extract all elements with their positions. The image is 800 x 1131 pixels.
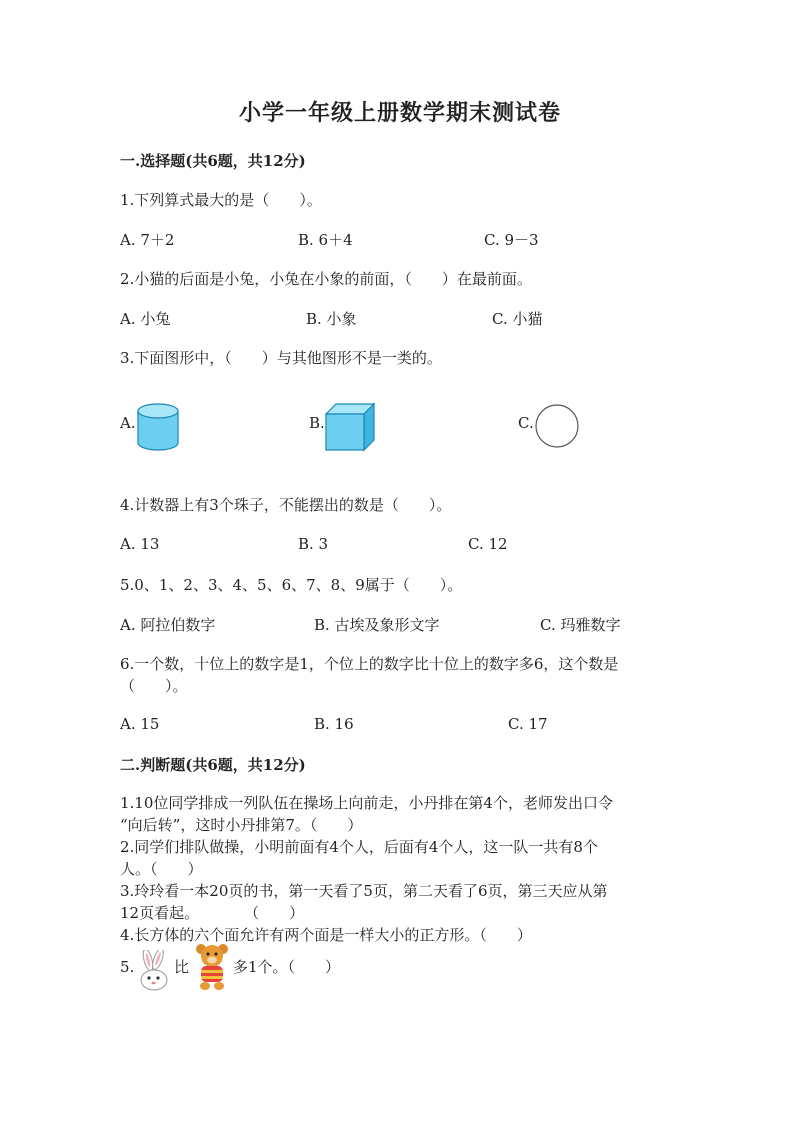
- judge-1-line2: “向后转”，这时小丹排第7。（ ）: [120, 816, 363, 834]
- judge-1-line1: 1.10位同学排成一列队伍在操场上向前走，小丹排在第4个，老师发出口令: [120, 794, 613, 812]
- q5-option-a: A. 阿拉伯数字: [120, 616, 216, 634]
- q2-option-b: B. 小象: [306, 310, 357, 328]
- section-heading-judge: 二.判断题(共6题，共12分): [120, 756, 306, 774]
- q1-option-b: B. 6＋4: [298, 231, 353, 249]
- q5-option-c: C. 玛雅数字: [540, 616, 621, 634]
- judge-3-line2: 12页看起。 （ ）: [120, 904, 305, 922]
- q2-option-a: A. 小兔: [120, 310, 171, 328]
- judge-2-line1: 2.同学们排队做操，小明前面有4个人，后面有4个人，这一队一共有8个: [120, 838, 598, 856]
- q3-option-a: A.: [120, 414, 136, 432]
- q3-option-c: C.: [518, 414, 534, 432]
- question-3: 3.下面图形中，（ ）与其他图形不是一类的。: [120, 349, 442, 367]
- q1-option-c: C. 9－3: [484, 231, 539, 249]
- question-4: 4.计数器上有3个珠子，不能摆出的数是（ ）。: [120, 496, 452, 514]
- q6-option-c: C. 17: [508, 715, 548, 733]
- question-6-line1: 6.一个数，十位上的数字是1，个位上的数字比十位上的数字多6，这个数是: [120, 655, 619, 673]
- q4-option-b: B. 3: [298, 535, 329, 553]
- section-heading-choice: 一.选择题(共6题，共12分): [120, 152, 306, 170]
- judge-5-prefix: 5.: [120, 958, 135, 976]
- judge-5-suffix: 多1个。（ ）: [233, 958, 341, 976]
- q3-option-b: B.: [309, 414, 325, 432]
- question-5: 5.0、1、2、3、4、5、6、7、8、9属于（ ）。: [120, 576, 463, 594]
- bear-icon: [192, 941, 232, 991]
- cylinder-icon: [134, 401, 182, 453]
- rabbit-icon: [134, 950, 174, 992]
- judge-4: 4.长方体的六个面允许有两个面是一样大小的正方形。（ ）: [120, 926, 532, 944]
- question-2: 2.小猫的后面是小兔，小兔在小象的前面，（ ）在最前面。: [120, 270, 532, 288]
- q4-option-a: A. 13: [120, 535, 160, 553]
- question-6-line2: （ ）。: [120, 677, 188, 695]
- judge-3-line1: 3.玲玲看一本20页的书，第一天看了5页，第二天看了6页，第三天应从第: [120, 882, 608, 900]
- q6-option-b: B. 16: [314, 715, 354, 733]
- q1-option-a: A. 7＋2: [120, 231, 175, 249]
- judge-5-compare-word: 比: [174, 958, 190, 976]
- page-title: 小学一年级上册数学期末测试卷: [238, 100, 561, 126]
- judge-2-line2: 人。（ ）: [120, 860, 203, 878]
- q6-option-a: A. 15: [120, 715, 160, 733]
- q2-option-c: C. 小猫: [492, 310, 543, 328]
- q4-option-c: C. 12: [468, 535, 508, 553]
- q5-option-b: B. 古埃及象形文字: [314, 616, 440, 634]
- question-1: 1.下列算式最大的是（ ）。: [120, 191, 322, 209]
- circle-icon: [534, 403, 582, 449]
- cube-icon: [322, 402, 376, 452]
